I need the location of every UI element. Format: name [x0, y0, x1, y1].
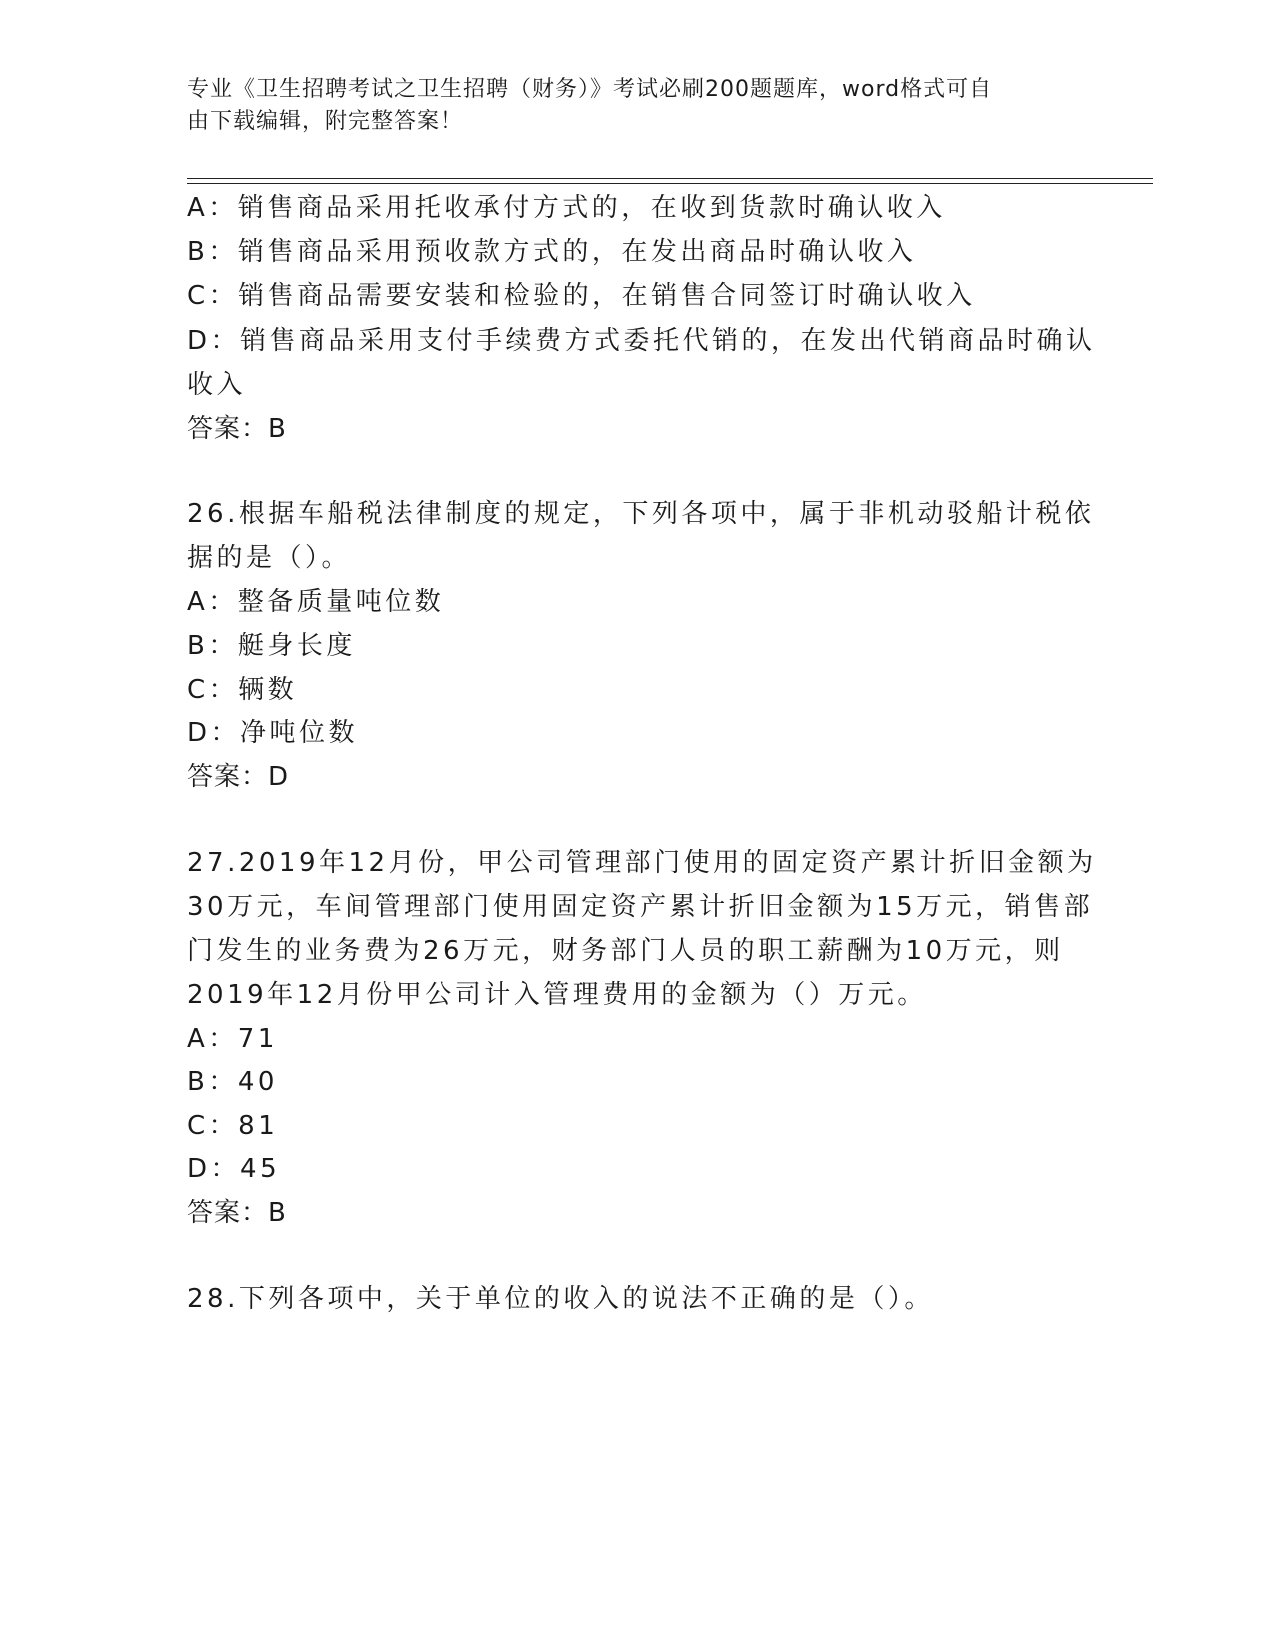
- q26-stem-line-2: 据的是（）。: [187, 543, 352, 573]
- q26-option-d: D：净吨位数: [187, 718, 359, 748]
- document-header: [187, 74, 1067, 138]
- q25-answer: 答案：B: [187, 414, 287, 444]
- q27-stem-line-1: 27.2019年12月份，甲公司管理部门使用的固定资产累计折旧金额为: [187, 848, 1097, 878]
- header-divider-top: [187, 178, 1153, 179]
- q27-option-a: A：71: [187, 1024, 278, 1054]
- q25-option-b: B：销售商品采用预收款方式的，在发出商品时确认收入: [187, 237, 917, 267]
- q25-option-c: C：销售商品需要安装和检验的，在销售合同签订时确认收入: [187, 281, 976, 311]
- q27-option-c: C：81: [187, 1111, 279, 1141]
- q25-option-d-continued: 收入: [187, 370, 247, 400]
- q26-stem-line-1: 26.根据车船税法律制度的规定，下列各项中，属于非机动驳船计税依: [187, 499, 1095, 529]
- q27-stem-line-4: 2019年12月份甲公司计入管理费用的金额为（）万元。: [187, 980, 927, 1010]
- q27-answer: 答案：B: [187, 1198, 287, 1228]
- q26-option-a: A：整备质量吨位数: [187, 587, 445, 617]
- q27-option-d: D：45: [187, 1154, 281, 1184]
- header-line-1: 专业《卫生招聘考试之卫生招聘（财务）》考试必刷200题题库，word格式可自: [187, 77, 993, 102]
- q26-option-b: B：艇身长度: [187, 631, 356, 661]
- q28-stem-line-1: 28.下列各项中，关于单位的收入的说法不正确的是（）。: [187, 1284, 934, 1314]
- q26-option-c: C：辆数: [187, 675, 298, 705]
- q27-option-b: B：40: [187, 1067, 278, 1097]
- header-divider-bottom: [187, 183, 1153, 184]
- q25-option-d: D：销售商品采用支付手续费方式委托代销的，在发出代销商品时确认: [187, 326, 1096, 356]
- q25-option-a: A：销售商品采用托收承付方式的，在收到货款时确认收入: [187, 193, 946, 223]
- header-line-2: 由下载编辑，附完整答案！: [187, 109, 464, 134]
- q27-stem-line-3: 门发生的业务费为26万元，财务部门人员的职工薪酬为10万元，则: [187, 936, 1064, 966]
- q26-answer: 答案：D: [187, 762, 290, 792]
- q27-stem-line-2: 30万元，车间管理部门使用固定资产累计折旧金额为15万元，销售部: [187, 892, 1094, 922]
